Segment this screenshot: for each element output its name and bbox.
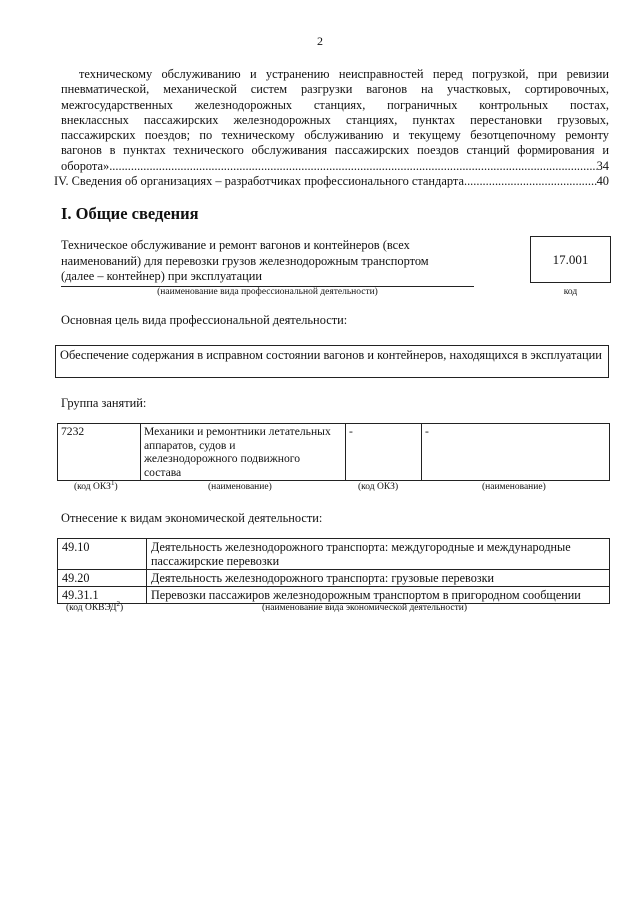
toc-line: вагонов в пунктах технического обслуживания пассажирских поездов станций формирования и <box>61 143 609 158</box>
okz-name2-caption: (наименование) <box>482 482 546 492</box>
okved-name-cell: Деятельность железнодорожного транспорта: междугородные и международные пассажирские перевозки <box>147 539 610 570</box>
activity-line: (далее – контейнер) при эксплуатации <box>61 269 262 283</box>
toc-line: техническому обслуживанию и устранению неисправностей перед погрузкой, при ревизии <box>79 67 609 81</box>
toc-line: пассажирских поездов; по техническому обслуживанию и текущему безотцепочному ремонту <box>61 128 609 143</box>
occupations-table <box>57 423 610 481</box>
activity-line: наименований) для перевозки грузов железнодорожным транспортом <box>61 253 429 268</box>
page-number: 2 <box>317 34 323 48</box>
table-row <box>58 587 610 604</box>
okz-name-line: аппаратов, судов и <box>144 438 236 452</box>
okz-code-cell: 7232 <box>58 424 141 481</box>
section-title: I. Общие сведения <box>61 204 199 223</box>
occupations-label: Группа занятий: <box>61 396 147 410</box>
code-caption: код <box>563 287 578 297</box>
toc-line: внеклассных пассажирских железнодорожных станциях, пунктах перестановки грузовых, <box>61 112 609 127</box>
toc-entry-text: IV. Сведения об организациях – разработчиках профессионального стандарта <box>54 174 464 189</box>
toc-page-number: 34 <box>596 158 609 173</box>
okz-name-line: состава <box>144 465 182 479</box>
toc-entry-text: оборота» <box>61 158 110 173</box>
okz-name-cell <box>141 424 346 481</box>
goal-box: Обеспечение содержания в исправном состоянии вагонов и контейнеров, находящихся в эксплуатации <box>55 345 609 378</box>
toc-leader <box>109 159 596 174</box>
okved-label: Отнесение к видам экономической деятельности: <box>61 511 323 525</box>
okved-table <box>57 538 610 604</box>
okz-code-cell-2: - <box>346 424 422 481</box>
okz-code-caption: (код ОКЗ$^1$) <box>74 478 118 492</box>
okved-name-caption: (наименование вида экономической деятельности) <box>262 603 467 613</box>
table-row <box>58 570 610 587</box>
okved-name-cell: Перевозки пассажиров железнодорожным транспортом в пригородном сообщении <box>147 587 610 604</box>
okz-name-line: Механики и ремонтники летательных <box>144 425 331 438</box>
okved-code-cell: 49.20 <box>58 570 147 587</box>
toc-entry-last[interactable] <box>61 159 609 174</box>
okved-code-cell: 49.10 <box>58 539 147 570</box>
okved-name-cell: Деятельность железнодорожного транспорта: грузовые перевозки <box>147 570 610 587</box>
okved-code-cell: 49.31.1 <box>58 587 147 604</box>
activity-line: Техническое обслуживание и ремонт вагонов и контейнеров (всех <box>61 238 410 252</box>
table-row <box>58 539 610 570</box>
activity-name <box>61 238 471 285</box>
toc-line: межгосударственных железнодорожных станциях, пограничных контрольных постах, <box>61 97 609 112</box>
okz-name-cell-2: - <box>422 424 610 481</box>
okz-name-caption: (наименование) <box>208 482 272 492</box>
toc-page-number: 40 <box>596 174 609 189</box>
activity-caption: (наименование вида профессиональной деятельности) <box>157 287 378 297</box>
table-of-contents <box>54 67 609 189</box>
toc-line: пневматической, механической систем разгрузки вагонов на участковых, сортировочных, <box>61 82 609 97</box>
toc-entry-section4[interactable] <box>54 174 609 189</box>
table-row <box>58 424 610 481</box>
goal-label: Основная цель вида профессиональной деятельности: <box>61 313 348 327</box>
okz-name-line: железнодорожного подвижного <box>144 452 301 465</box>
okz-code2-caption: (код ОКЗ) <box>358 482 399 492</box>
toc-leader <box>464 174 597 189</box>
okved-code-caption: (код ОКВЭД$^2$) <box>66 599 124 613</box>
activity-code-box: 17.001 <box>530 236 611 283</box>
